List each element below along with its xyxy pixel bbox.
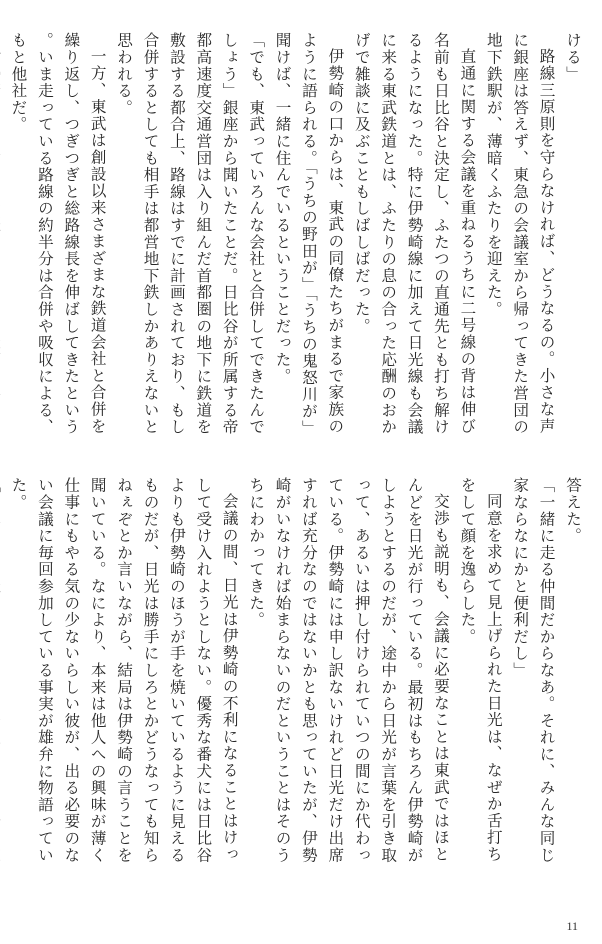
- paragraph: 同意を求めて見上げられた日光は、なぜか舌打ちをして顔を逸らした。: [458, 477, 503, 863]
- paragraph: 交渉も説明も、会議に必要なことは東武ではほとんどを日光が行っている。最初はもちろん伊勢崎がしようとするのだが、途中から日光が言葉を引き取って、あるいは押し付けられていつの間にか代わっている。伊勢崎には申し訳ないけれど日光だけ出席すれば充分なのではないかとも思っていたが、伊勢崎がいなければ始まらないのだということはそのうちにわかってきた。: [247, 477, 450, 864]
- paragraph: 伊勢崎の口からは、東武の同僚たちがまるで家族のように語られる。「うちの野田が」「うちの鬼怒川が」聞けば、一緒に住んでいるということだった。: [273, 32, 345, 437]
- paragraph: 「一緒に走る仲間だからなあ。それに、みんな同じ家ならなにかと便利だし」: [511, 477, 556, 864]
- paragraph: 「でも、東武っていろんな会社と合併してできたんでしょう」銀座から聞いたことだ。日比谷が所属する帝都高速度交通営団は入り組んだ首都圏の地下に鉄道を敷設する都合上、路線はすでに計画されており、もし合併するとしても相手は都営地下鉄しかありえないと思われる。: [115, 32, 266, 436]
- paragraph: 直通に関する会議を重ねるうちに二号線の背は伸び名前も日比谷と決定し、ふたつの直通先とも打ち解けるようになった。特に伊勢崎線に加えて日光線も会議に来る東武鉄道とは、ふたりの息の合った応酬のおかげで雑談に及ぶこともしばしばだった。: [352, 32, 477, 436]
- paragraph: 一方、東武は創設以来さまざまな鉄道会社と合併を繰り返し、つぎつぎと総路線長を伸ばしてきたという。いま走っている路線の約半分は合併や吸収による、もと他社だ。: [9, 32, 107, 436]
- paragraph: [0, 477, 5, 877]
- lower-text-block: [9, 477, 586, 877]
- page-number: 11: [566, 919, 578, 933]
- upper-text-block: [9, 32, 586, 442]
- paragraph: 路線三原則を守らなければ、どうなるの。小さな声に銀座は答えず、東急の会議室から帰ってきた営団の地下鉄駅が、薄暗くふたりを迎えた。: [484, 32, 556, 436]
- paragraph: [0, 32, 5, 442]
- paragraph: ける」: [564, 32, 582, 83]
- paragraph: 会議の間、日光は伊勢崎の不利になることはけっして受け入れようとしない。優秀な番犬には日比谷よりも伊勢崎のほうが手を焼いているように見えるものだが、日光は勝手にしろとかどうなっても知らねぇぞとか言いながら、結局は伊勢崎の言うことを聞いている。なにより、本来は他人への興味が薄く仕事にもやる気の少ないらしい彼が、出る必要のない会議に毎回参加している事実が雄弁に物語っていた。: [9, 477, 239, 864]
- paragraph: 答えた。: [564, 477, 582, 545]
